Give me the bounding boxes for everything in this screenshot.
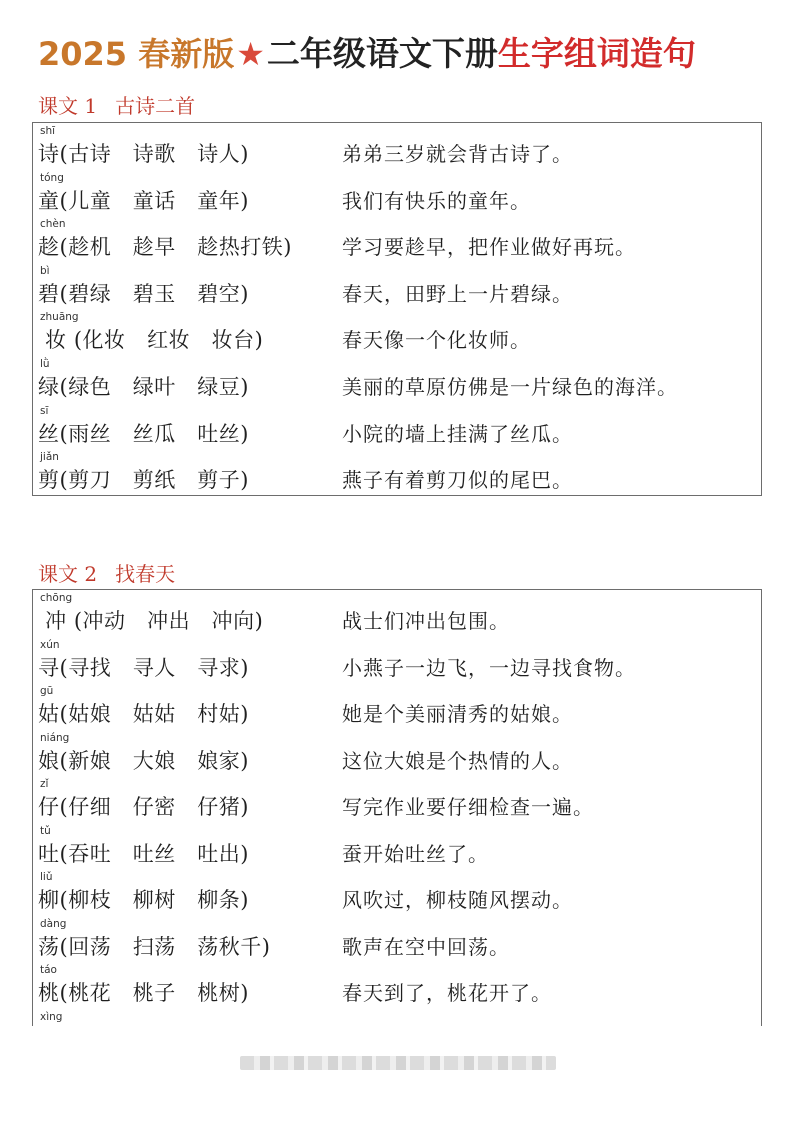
- example-sentence: 春天像一个化妆师。: [342, 328, 531, 353]
- lesson-1-name: 古诗二首: [115, 94, 196, 118]
- word-group: 荡(回荡 扫荡 荡秋千): [38, 934, 271, 959]
- lesson-1-heading: [38, 90, 195, 119]
- pinyin: shī: [40, 125, 56, 137]
- lesson-1-table: [32, 122, 762, 496]
- pinyin: chèn: [40, 218, 66, 231]
- word-group: 诗(古诗 诗歌 诗人): [38, 142, 249, 166]
- word-group: 仔(仔细 仔密 仔猪): [38, 795, 249, 819]
- pinyin: zhuāng: [40, 311, 79, 324]
- table-row: [33, 637, 761, 684]
- word-group: 剪(剪刀 剪纸 剪子): [38, 468, 249, 493]
- word-group: 绿(绿色 绿叶 绿豆): [38, 374, 249, 399]
- word-group: 碧(碧绿 碧玉 碧空): [38, 281, 249, 306]
- pinyin: bì: [40, 264, 50, 277]
- word-group: 丝(雨丝 丝瓜 吐丝): [38, 421, 249, 446]
- word-group: 趁(趁机 趁早 趁热打铁): [38, 235, 292, 260]
- table-row: [33, 869, 761, 916]
- example-sentence: 弟弟三岁就会背古诗了。: [342, 142, 573, 166]
- word-group: 姑(姑娘 姑姑 村姑): [38, 702, 249, 726]
- star-icon: ★: [236, 35, 265, 73]
- example-sentence: 风吹过，柳枝随风摆动。: [342, 888, 573, 912]
- table-row: [33, 730, 761, 777]
- table-row: [33, 1009, 761, 1027]
- pinyin: niáng: [40, 731, 70, 744]
- pinyin: jiǎn: [40, 451, 59, 464]
- lesson-1-number: 课文 1: [38, 94, 98, 118]
- pinyin: xún: [40, 638, 60, 651]
- example-sentence: 春天到了，桃花开了。: [342, 981, 552, 1005]
- table-row: [33, 123, 761, 170]
- word-group: 寻(寻找 寻人 寻求): [38, 655, 249, 680]
- table-row: [33, 216, 761, 263]
- lesson-2-number: 课文 2: [38, 562, 98, 586]
- lesson-2-heading: [38, 558, 175, 587]
- table-row: [33, 590, 761, 637]
- example-sentence: 战士们冲出包围。: [342, 609, 510, 633]
- table-row: [33, 449, 761, 496]
- word-group: 吐(吞吐 吐丝 吐出): [38, 841, 249, 866]
- table-row: [33, 170, 761, 217]
- table-row: [33, 403, 761, 450]
- table-row: [33, 776, 761, 823]
- pinyin: lǜ: [40, 357, 50, 370]
- lesson-2-table: [32, 589, 762, 1026]
- table-row: [33, 916, 761, 963]
- example-sentence: 春天，田野上一片碧绿。: [342, 281, 573, 306]
- word-group: 柳(柳枝 柳树 柳条): [38, 888, 249, 912]
- table-row: [33, 683, 761, 730]
- example-sentence: 写完作业要仔细检查一遍。: [342, 795, 594, 819]
- example-sentence: 学习要趁早，把作业做好再玩。: [342, 235, 636, 260]
- table-row: [33, 309, 761, 356]
- title-edition: 2025 春新版: [38, 35, 235, 73]
- table-row: [33, 263, 761, 310]
- example-sentence: 这位大娘是个热情的人。: [342, 748, 573, 773]
- example-sentence: 燕子有着剪刀似的尾巴。: [342, 468, 573, 493]
- lesson-2-name: 找春天: [115, 562, 176, 586]
- word-group: 桃(桃花 桃子 桃树): [38, 981, 249, 1005]
- watermark-blur: [240, 1056, 556, 1070]
- example-sentence: 小院的墙上挂满了丝瓜。: [342, 421, 573, 446]
- table-row: [33, 356, 761, 403]
- word-group: 冲 (冲动 冲出 冲向): [38, 609, 264, 633]
- example-sentence: 小燕子一边飞，一边寻找食物。: [342, 655, 636, 680]
- example-sentence: 蚕开始吐丝了。: [342, 841, 489, 866]
- pinyin: dàng: [40, 917, 67, 930]
- pinyin: gū: [40, 685, 54, 697]
- pinyin: tǔ: [40, 824, 51, 837]
- example-sentence: 歌声在空中回荡。: [342, 934, 510, 959]
- pinyin: xìng: [40, 1010, 63, 1023]
- page-title: [38, 28, 696, 80]
- title-topic: 生字组词造句: [497, 34, 696, 73]
- pinyin: liǔ: [40, 871, 53, 883]
- pinyin: táo: [40, 964, 57, 976]
- pinyin: zǐ: [40, 778, 49, 790]
- example-sentence: 我们有快乐的童年。: [342, 188, 531, 213]
- title-grade: 二年级语文下册: [266, 34, 498, 73]
- pinyin: chōng: [40, 592, 73, 604]
- example-sentence: 美丽的草原仿佛是一片绿色的海洋。: [342, 374, 678, 399]
- table-row: [33, 962, 761, 1009]
- table-row: [33, 823, 761, 870]
- example-sentence: 她是个美丽清秀的姑娘。: [342, 702, 573, 726]
- word-group: 妆 (化妆 红妆 妆台): [38, 328, 264, 353]
- pinyin: tóng: [40, 171, 64, 184]
- word-group: 娘(新娘 大娘 娘家): [38, 748, 249, 773]
- pinyin: sī: [40, 404, 49, 417]
- word-group: 童(儿童 童话 童年): [38, 188, 249, 213]
